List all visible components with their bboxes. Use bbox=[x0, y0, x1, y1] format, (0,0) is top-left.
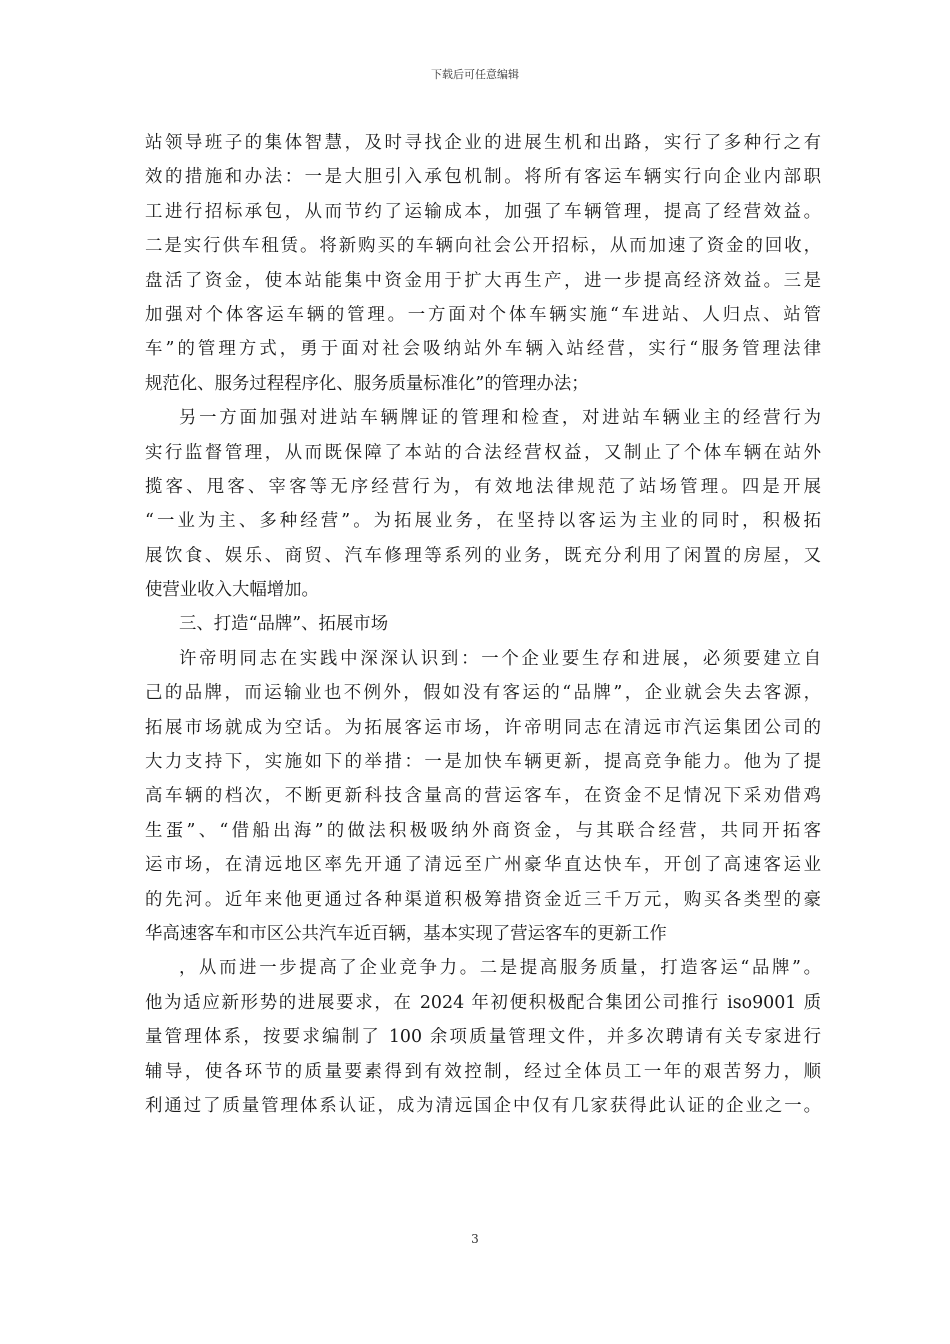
text-line: 规范化、服务过程程序化、服务质量标准化”的管理办法； bbox=[145, 373, 589, 394]
text-line: 工进行招标承包，从而节约了运输成本，加强了车辆管理，提高了经营效益。 bbox=[145, 201, 821, 222]
page-header: 下载后可任意编辑 bbox=[431, 68, 519, 81]
text-line: 他为适应新形势的进展要求，在 2024 年初便积极配合集团公司推行 iso9001 质 bbox=[145, 992, 821, 1013]
text-line: 揽客、甩客、宰客等无序经营行为，有效地法律规范了站场管理。四是开展 bbox=[145, 476, 821, 497]
text-line: 运市场，在清远地区率先开通了清远至广州豪华直达快车，开创了高速客运业 bbox=[145, 855, 821, 876]
text-line: “一业为主、多种经营”。为拓展业务，在坚持以客运为主业的同时，积极拓 bbox=[145, 511, 821, 532]
text-line: 的先河。近年来他更通过各种渠道积极筹措资金近三千万元，购买各类型的豪 bbox=[145, 889, 821, 910]
text-line: 利通过了质量管理体系认证，成为清远国企中仅有几家获得此认证的企业之一。 bbox=[145, 1095, 821, 1116]
text-line: 展饮食、娱乐、商贸、汽车修理等系列的业务，既充分利用了闲置的房屋，又 bbox=[145, 545, 821, 566]
text-line: 加强对个体客运车辆的管理。一方面对个体车辆实施“车进站、人归点、站管 bbox=[145, 304, 821, 325]
text-line: 二是实行供车租赁。将新购买的车辆向社会公开招标，从而加速了资金的回收， bbox=[145, 236, 821, 257]
text-line: 生蛋”、“借船出海”的做法积极吸纳外商资金，与其联合经营，共同开拓客 bbox=[145, 820, 821, 841]
text-line: 三、打造“品牌”、拓展市场 bbox=[179, 614, 389, 635]
text-line: 己的品牌，而运输业也不例外，假如没有客运的“品牌”，企业就会失去客源， bbox=[145, 683, 821, 704]
text-line: 站领导班子的集体智慧，及时寻找企业的进展生机和出路，实行了多种行之有 bbox=[145, 133, 821, 153]
text-line: 拓展市场就成为空话。为拓展客运市场，许帝明同志在清远市汽运集团公司的 bbox=[145, 717, 821, 738]
text-line: 许帝明同志在实践中深深认识到：一个企业要生存和进展，必须要建立自 bbox=[179, 648, 821, 669]
page-number: 3 bbox=[471, 1232, 479, 1246]
text-line: 另一方面加强对进站车辆牌证的管理和检查，对进站车辆业主的经营行为 bbox=[179, 408, 821, 429]
text-line: 高车辆的档次，不断更新科技含量高的营运客车，在资金不足情况下采劝借鸡 bbox=[145, 786, 821, 807]
text-line: 华高速客车和市区公共汽车近百辆，基本实现了营运客车的更新工作 bbox=[145, 923, 667, 944]
text-line: 使营业收入大幅增加。 bbox=[145, 580, 319, 601]
text-line: ，从而进一步提高了企业竞争力。二是提高服务质量，打造客运“品牌”。 bbox=[179, 958, 821, 979]
text-line: 实行监督管理，从而既保障了本站的合法经营权益，又制止了个体车辆在站外 bbox=[145, 442, 821, 463]
text-line: 盘活了资金，使本站能集中资金用于扩大再生产，进一步提高经济效益。三是 bbox=[145, 270, 821, 291]
text-line: 大力支持下，实施如下的举措：一是加快车辆更新，提高竞争能力。他为了提 bbox=[145, 752, 821, 773]
body-text bbox=[145, 126, 821, 1123]
text-line: 辅导，使各环节的质量要素得到有效控制，经过全体员工一年的艰苦努力，顺 bbox=[145, 1061, 821, 1082]
text-line: 车”的管理方式，勇于面对社会吸纳站外车辆入站经营，实行“服务管理法律 bbox=[145, 339, 821, 360]
text-line: 量管理体系，按要求编制了 100 余项质量管理文件，并多次聘请有关专家进行 bbox=[145, 1027, 821, 1048]
text-line: 效的措施和办法：一是大胆引入承包机制。将所有客运车辆实行向企业内部职 bbox=[145, 167, 821, 188]
